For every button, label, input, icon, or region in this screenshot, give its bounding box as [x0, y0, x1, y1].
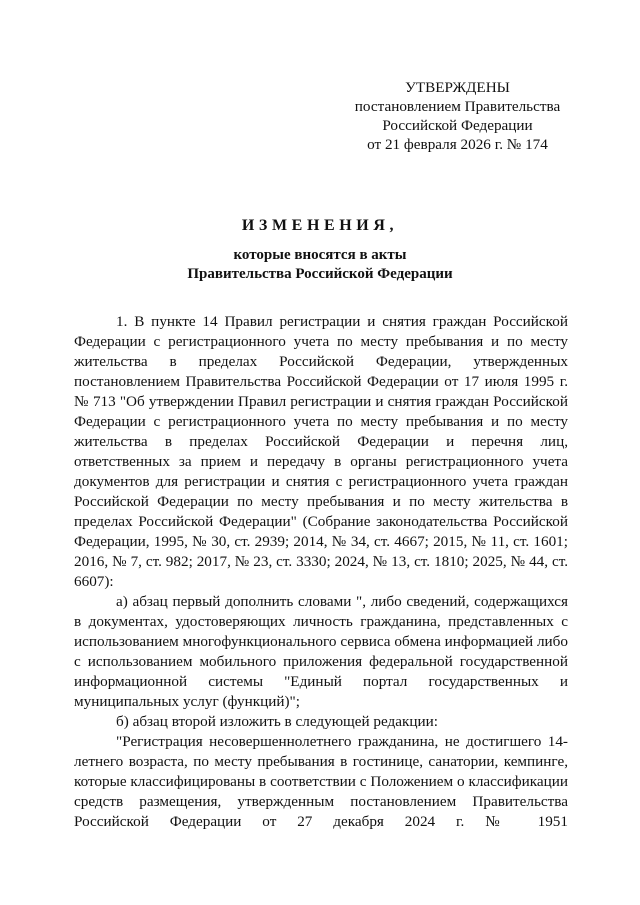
paragraph-item-1: 1. В пункте 14 Правил регистрации и снятия граждан Российской Федерации с регистрационного учета по месту пребывания и по месту жительства в пределах Российской Федерации, утвержденных постановлением Правительства Российской Федерации от 17 июля 1995 г. № 713 "Об утверждении Правил регистрации и снятия граждан Российской Федерации с регистрационного учета по месту пребывания и по месту жительства в пределах Российской Федерации и перечня лиц, ответственных за прием и передачу в органы регистрационного учета документов для регистрации и снятия с регистрационного учета граждан Российской Федерации по месту пребывания и по месту жительства в пределах Российской Федерации" (Собрание законодательства Российской Федерации, 1995, № 30, ст. 2939; 2014, № 34, ст. 4667; 2015, № 11, ст. 1601; 2016, № 7, ст. 982; 2017, № 23, ст. 3330; 2024, № 13, ст. 1810; 2025, № 44, ст. 6607): [74, 313, 568, 590]
approval-line-date: от 21 февраля 2026 г. № 174 [367, 136, 548, 153]
approval-line-decree: постановлением Правительства [354, 98, 561, 115]
heading-subtitle-2: Правительства Российской Федерации [187, 266, 453, 282]
paragraph-quoted-text: "Регистрация несовершеннолетнего гражданина, не достигшего 14-летнего возраста, по месту пребывания в гостинице, санатории, кемпинге, которые классифицированы в соответствии с Положением о классификации средств размещения, утвержденным постановлением Правительства Российской Федерации от 27 декабря 2024 г. № 1951 [74, 733, 568, 830]
document-body [74, 312, 568, 832]
approval-line-country: Российской Федерации [382, 117, 533, 134]
heading-subtitle-1: которые вносятся в акты [233, 247, 407, 263]
heading-title: ИЗМЕНЕНИЯ, [241, 217, 399, 234]
document-heading [60, 216, 580, 284]
paragraph-subitem-b: б) абзац второй изложить в следующей редакции: [116, 713, 438, 730]
approval-title: УТВЕРЖДЕНЫ [405, 79, 510, 96]
paragraph-subitem-a: а) абзац первый дополнить словами ", либо сведений, содержащихся в документах, удостоверяющих личность гражданина, представленных с использованием многофункционального сервиса обмена информацией либо с использованием мобильного приложения федеральной государственной информационной системы "Единый портал государственных и муниципальных услуг (функций)"; [74, 593, 568, 710]
approval-block [340, 78, 575, 154]
